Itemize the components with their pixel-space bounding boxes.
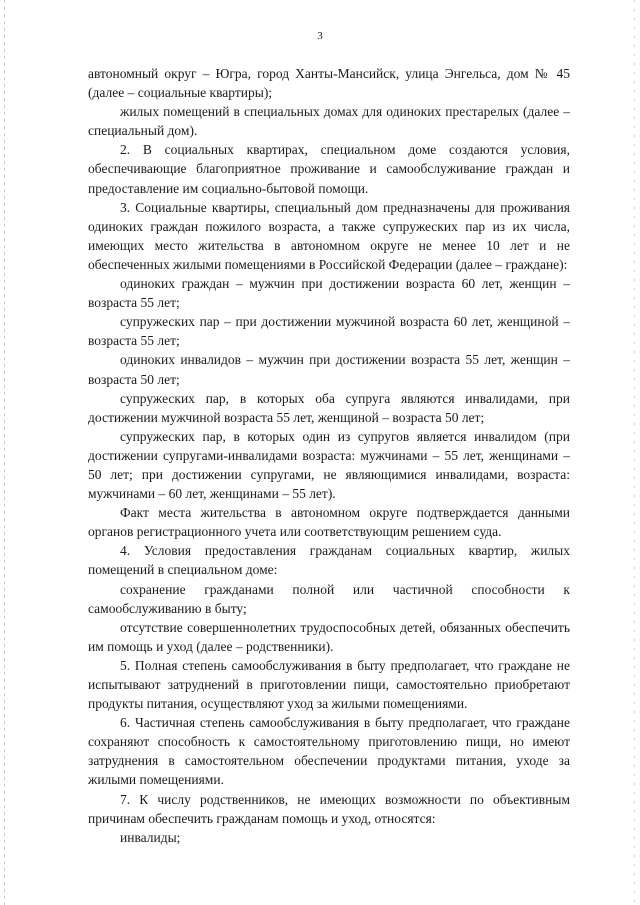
paragraph: Факт места жительства в автономном округе подтверждается данными органов регистрационного учета или соответствующим решением суда. bbox=[88, 505, 570, 540]
paragraph: супружеских пар – при достижении мужчиной возраста 60 лет, женщиной – возраста 55 лет; bbox=[88, 314, 570, 349]
paragraph: жилых помещений в специальных домах для одиноких престарелых (далее – специальный дом). bbox=[88, 104, 570, 139]
paragraph: инвалиды; bbox=[120, 829, 181, 845]
paragraph: 2. В социальных квартирах, специальном доме создаются условия, обеспечивающие благоприятное проживание и самообслуживание граждан и предоставление им социально-бытовой помощи. bbox=[88, 142, 570, 196]
paragraph: 7. К числу родственников, не имеющих возможности по объективным причинам обеспечить гражданам помощь и уход, относятся: bbox=[88, 791, 570, 826]
scan-edge-right bbox=[634, 0, 635, 905]
paragraph: супружеских пар, в которых один из супругов является инвалидом (при достижении супругами-инвалидами возраста: мужчинами – 55 лет, женщинами – 50 лет; при достижении супругами, не являющимися инвалидами, возраста: мужчинами – 60 лет, женщинами – 55 лет). bbox=[88, 428, 570, 502]
paragraph: 6. Частичная степень самообслуживания в быту предполагает, что граждане сохраняют способность к самостоятельному приготовлению пищи, но имеют затруднения в самостоятельном обеспечении продуктами питания, уходе за жилыми помещениями. bbox=[88, 715, 570, 788]
paragraph: 3. Социальные квартиры, специальный дом предназначены для проживания одиноких граждан пожилого возраста, а также супружеских пар из их числа, имеющих место жительства в автономном округе не менее 10 лет и не обеспеченных жилыми помещениями в Российской Федерации (далее – граждане): bbox=[88, 199, 570, 272]
paragraph: одиноких граждан – мужчин при достижении возраста 60 лет, женщин – возраста 55 лет; bbox=[88, 276, 570, 311]
paragraph: 4. Условия предоставления гражданам социальных квартир, жилых помещений в специальном доме: bbox=[88, 543, 570, 578]
paragraph: автономный округ – Югра, город Ханты-Мансийск, улица Энгельса, дом № 45 (далее – социальные квартиры); bbox=[88, 66, 570, 101]
paragraph: сохранение гражданами полной или частичной способности к самообслуживанию в быту; bbox=[88, 581, 570, 616]
paragraph: одиноких инвалидов – мужчин при достижении возраста 55 лет, женщин – возраста 50 лет; bbox=[88, 352, 570, 387]
scan-edge-left bbox=[4, 0, 5, 905]
page-number: 3 bbox=[317, 30, 323, 42]
paragraph: отсутствие совершеннолетних трудоспособных детей, обязанных обеспечить им помощь и уход (далее – родственники). bbox=[88, 619, 570, 654]
document-body bbox=[88, 64, 570, 847]
paragraph: 5. Полная степень самообслуживания в быту предполагает, что граждане не испытывают затруднений в приготовлении пищи, самостоятельно приобретают продукты питания, осуществляют уход за жилыми помещениями. bbox=[88, 657, 570, 712]
paragraph: супружеских пар, в которых оба супруга являются инвалидами, при достижении мужчиной возраста 55 лет, женщиной – возраста 50 лет; bbox=[88, 390, 570, 425]
